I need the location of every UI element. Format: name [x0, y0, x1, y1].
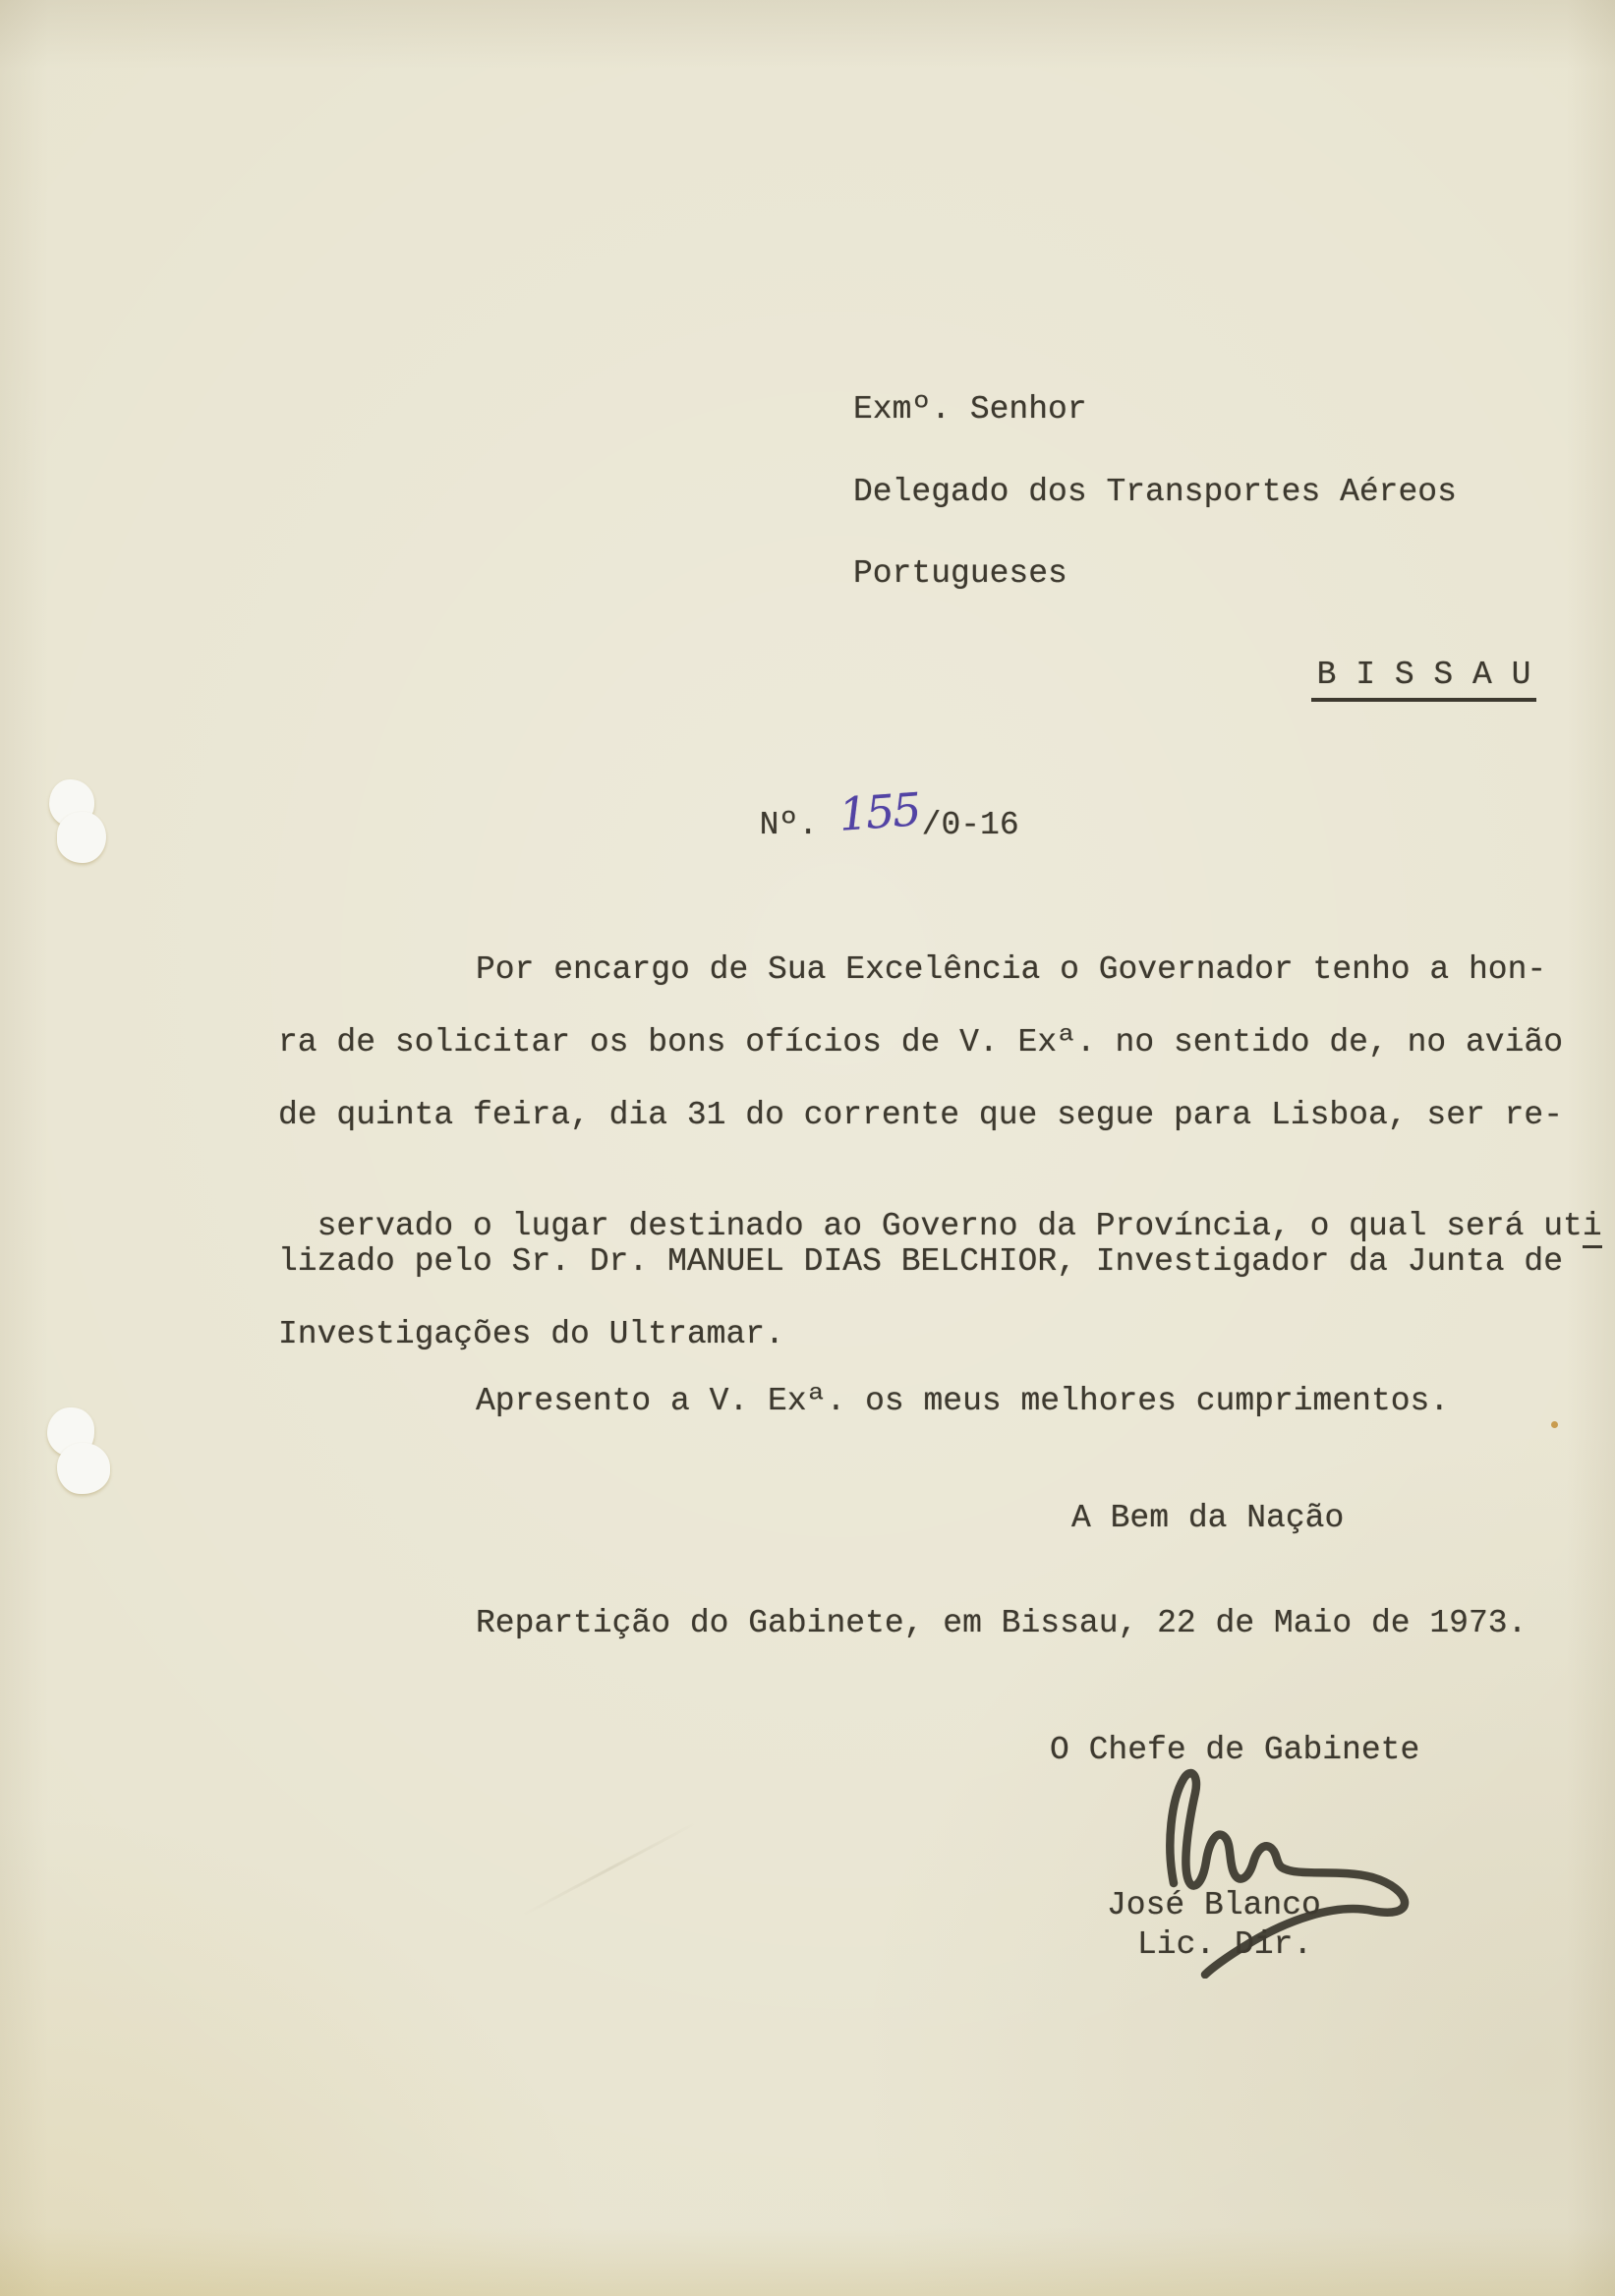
city-underlined-text: B I S S A U — [1311, 657, 1537, 702]
body-line-6: Investigações do Ultramar. — [278, 1316, 784, 1352]
signature-title: O Chefe de Gabinete — [1050, 1732, 1420, 1768]
signature-name: José Blanco — [1107, 1887, 1321, 1923]
signature-credential: Lic. Dir. — [1137, 1926, 1313, 1963]
reference-number-handwritten: 155 — [836, 782, 921, 841]
body-line-3: de quinta feira, dia 31 do corrente que segue para Lisboa, ser re- — [278, 1097, 1564, 1133]
body-line-1: Por encargo de Sua Excelência o Governador tenho a hon- — [476, 951, 1547, 988]
reference-line — [721, 755, 1019, 844]
recipient-line-2: Delegado dos Transportes Aéreos — [853, 474, 1457, 510]
body-line-2: ra de solicitar os bons ofícios de V. Exª. no sentido de, no avião — [278, 1024, 1564, 1061]
courtesy-line: Apresento a V. Exª. os meus melhores cumprimentos. — [476, 1383, 1450, 1419]
recipient-line-3: Portugueses — [853, 555, 1067, 592]
dateline: Repartição do Gabinete, em Bissau, 22 de Maio de 1973. — [476, 1605, 1528, 1641]
body-line-4-hyphen-underline: i — [1583, 1208, 1602, 1248]
motto-line: A Bem da Nação — [1071, 1500, 1345, 1536]
body-line-4 — [278, 1171, 1602, 1245]
recipient-line-1: Exmº. Senhor — [853, 391, 1087, 428]
reference-suffix: /0-16 — [921, 806, 1019, 843]
reference-prefix: Nº. — [759, 806, 837, 843]
paper-crease — [522, 1821, 697, 1917]
body-line-5: lizado pelo Sr. Dr. MANUEL DIAS BELCHIOR, Investigador da Junta de — [278, 1243, 1564, 1280]
body-line-4-text: servado o lugar destinado ao Governo da Província, o qual será ut — [317, 1207, 1583, 1244]
ink-speck — [1551, 1421, 1558, 1428]
recipient-city — [1278, 619, 1536, 694]
